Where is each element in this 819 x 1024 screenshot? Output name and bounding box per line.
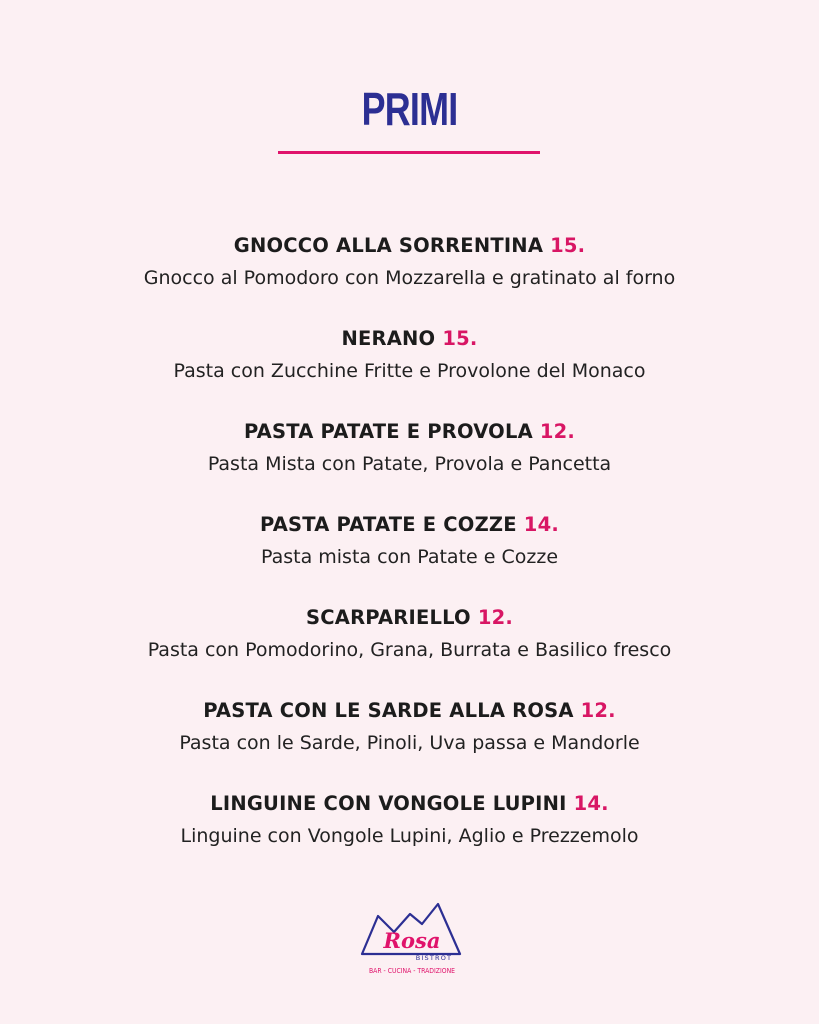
menu-item (0, 505, 819, 598)
menu-item-title (0, 598, 819, 638)
menu-item-name: SCARPARIELLO (306, 606, 471, 629)
menu-item (0, 598, 819, 691)
menu-item-name: PASTA PATATE E COZZE (260, 513, 517, 536)
menu-item-description: Pasta mista con Patate e Cozze (260, 546, 559, 568)
menu-item-title (0, 505, 819, 545)
menu-item-price: 12. (539, 420, 576, 443)
menu-item-description: Linguine con Vongole Lupini, Aglio e Prezzemolo (180, 825, 639, 847)
menu-list (0, 226, 819, 877)
menu-item-price: 12. (580, 699, 616, 722)
menu-item-name: LINGUINE CON VONGOLE LUPINI (210, 792, 567, 815)
menu-item-title (0, 319, 819, 359)
title-divider (278, 151, 540, 154)
menu-item (0, 412, 819, 505)
menu-item-price: 12. (477, 606, 513, 629)
page-title: PRIMI (361, 83, 458, 135)
menu-item-description: Pasta con le Sarde, Pinoli, Uva passa e Mandorle (179, 732, 640, 754)
menu-item-description: Pasta con Pomodorino, Grana, Burrata e Basilico fresco (147, 639, 672, 661)
menu-item-name: PASTA CON LE SARDE ALLA ROSA (203, 699, 574, 722)
menu-item-description: Pasta con Zucchine Fritte e Provolone del Monaco (173, 360, 646, 382)
menu-item (0, 319, 819, 412)
menu-item-price: 15. (442, 327, 478, 350)
menu-item-title (0, 412, 819, 452)
menu-item (0, 691, 819, 784)
menu-item-name: PASTA PATATE E PROVOLA (243, 420, 533, 443)
menu-item-price: 14. (523, 513, 559, 536)
menu-item-name: GNOCCO ALLA SORRENTINA (233, 234, 544, 257)
logo-subtitle: BISTROT (415, 954, 453, 962)
menu-item-description: Gnocco al Pomodoro con Mozzarella e gratinato al forno (143, 267, 676, 289)
menu-item-title (0, 784, 819, 824)
logo-brand: Rosa (383, 928, 441, 953)
rosa-bistrot-logo (354, 902, 470, 980)
menu-item-title (0, 226, 819, 266)
menu-item (0, 226, 819, 319)
menu-item-price: 14. (573, 792, 609, 815)
menu-item-title (0, 691, 819, 731)
menu-item-description: Pasta Mista con Patate, Provola e Pancetta (207, 453, 612, 475)
menu-item-name: NERANO (341, 327, 436, 350)
menu-item (0, 784, 819, 877)
logo-tagline: BAR - CUCINA - TRADIZIONE (368, 967, 456, 975)
menu-item-price: 15. (550, 234, 586, 257)
